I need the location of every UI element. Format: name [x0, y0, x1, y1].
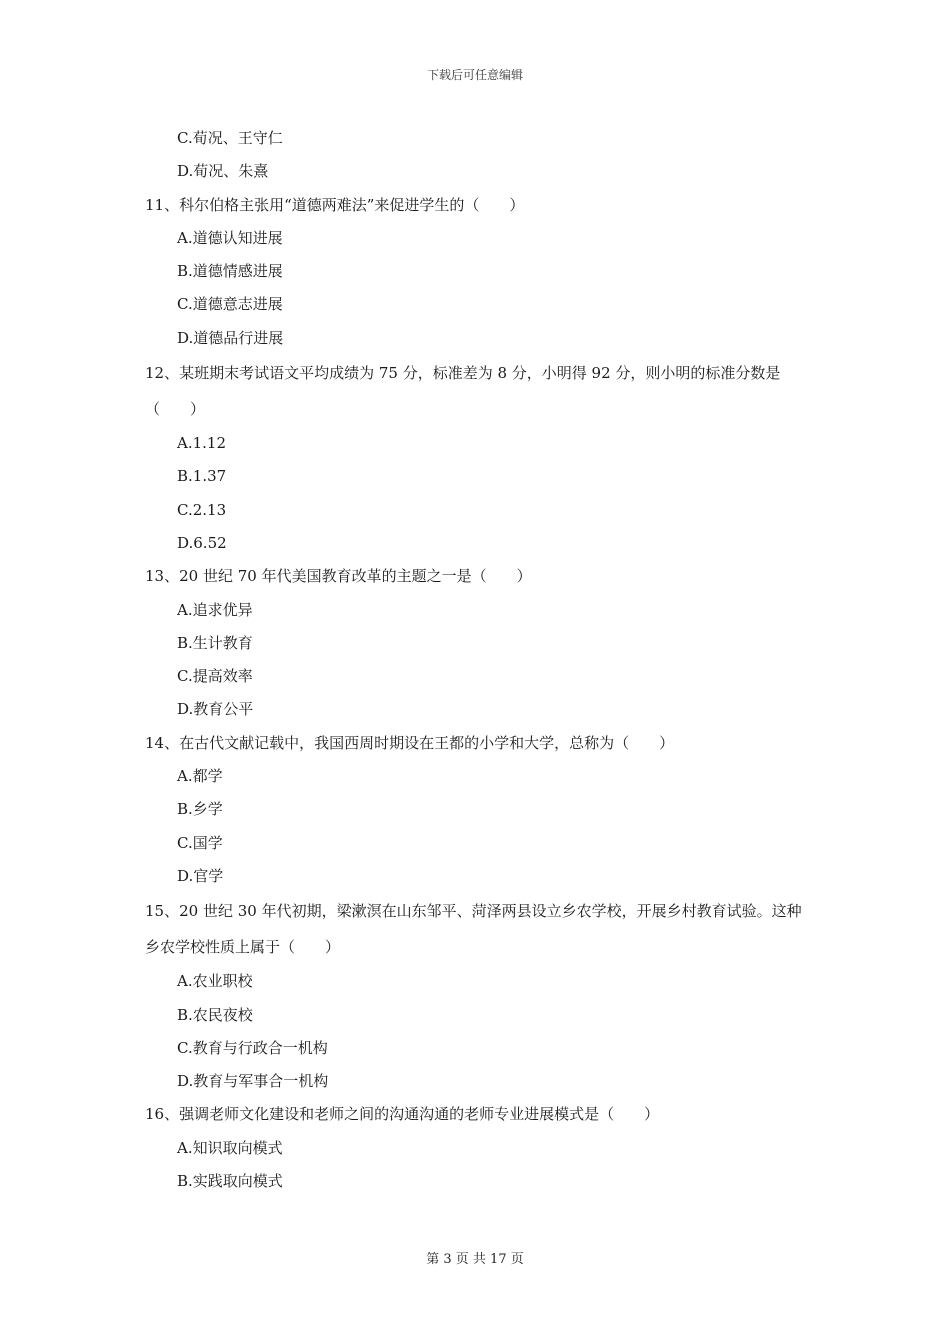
answer-option: C.提高效率 — [177, 667, 253, 686]
answer-option: A.道德认知进展 — [177, 228, 283, 247]
answer-option: B.实践取向模式 — [177, 1172, 283, 1191]
answer-option: C.荀况、王守仁 — [177, 129, 283, 147]
answer-option: D.荀况、朱熹 — [177, 162, 269, 181]
question-stem: 12、某班期末考试语文平均成绩为 75 分，标准差为 8 分，小明得 92 分，则小明的标准分数是（ ） — [145, 364, 781, 419]
answer-option: B.生计教育 — [177, 633, 253, 652]
answer-option: A.追求优异 — [177, 600, 253, 619]
answer-option: C.2.13 — [177, 500, 227, 519]
answer-option: D.教育公平 — [177, 700, 254, 719]
question-stem: 16、强调老师文化建设和老师之间的沟通沟通的老师专业进展模式是（ ） — [145, 1105, 660, 1124]
page-footer: 第 3 页 共 17 页 — [426, 1252, 524, 1267]
page-header: 下载后可任意编辑 — [426, 68, 523, 82]
answer-option: A.1.12 — [177, 434, 226, 453]
answer-option: B.农民夜校 — [177, 1005, 253, 1024]
answer-option: C.国学 — [177, 833, 223, 852]
answer-option: B.1.37 — [177, 467, 227, 486]
question-stem: 14、在古代文献记载中，我国西周时期设在王都的小学和大学，总称为（ ） — [145, 733, 675, 752]
answer-option: A.知识取向模式 — [177, 1138, 283, 1157]
answer-option: B.道德情感进展 — [177, 262, 283, 281]
answer-option: A.农业职校 — [177, 972, 253, 991]
answer-option: D.6.52 — [177, 533, 227, 552]
question-stem: 13、20 世纪 70 年代美国教育改革的主题之一是（ ） — [145, 567, 532, 586]
answer-option: D.道德品行进展 — [177, 328, 284, 347]
question-list — [145, 122, 815, 1198]
answer-option: A.都学 — [177, 767, 223, 786]
answer-option: D.官学 — [177, 866, 224, 885]
answer-option: B.乡学 — [177, 800, 223, 819]
question-stem: 11、科尔伯格主张用“道德两难法”来促进学生的（ ） — [145, 195, 525, 214]
answer-option: C.教育与行政合一机构 — [177, 1038, 328, 1057]
answer-option: D.教育与军事合一机构 — [177, 1072, 329, 1091]
answer-option: C.道德意志进展 — [177, 295, 283, 314]
question-stem: 15、20 世纪 30 年代初期，梁漱溟在山东邹平、菏泽两县设立乡农学校，开展乡村教育试验。这种乡农学校性质上属于（ ） — [145, 902, 802, 957]
